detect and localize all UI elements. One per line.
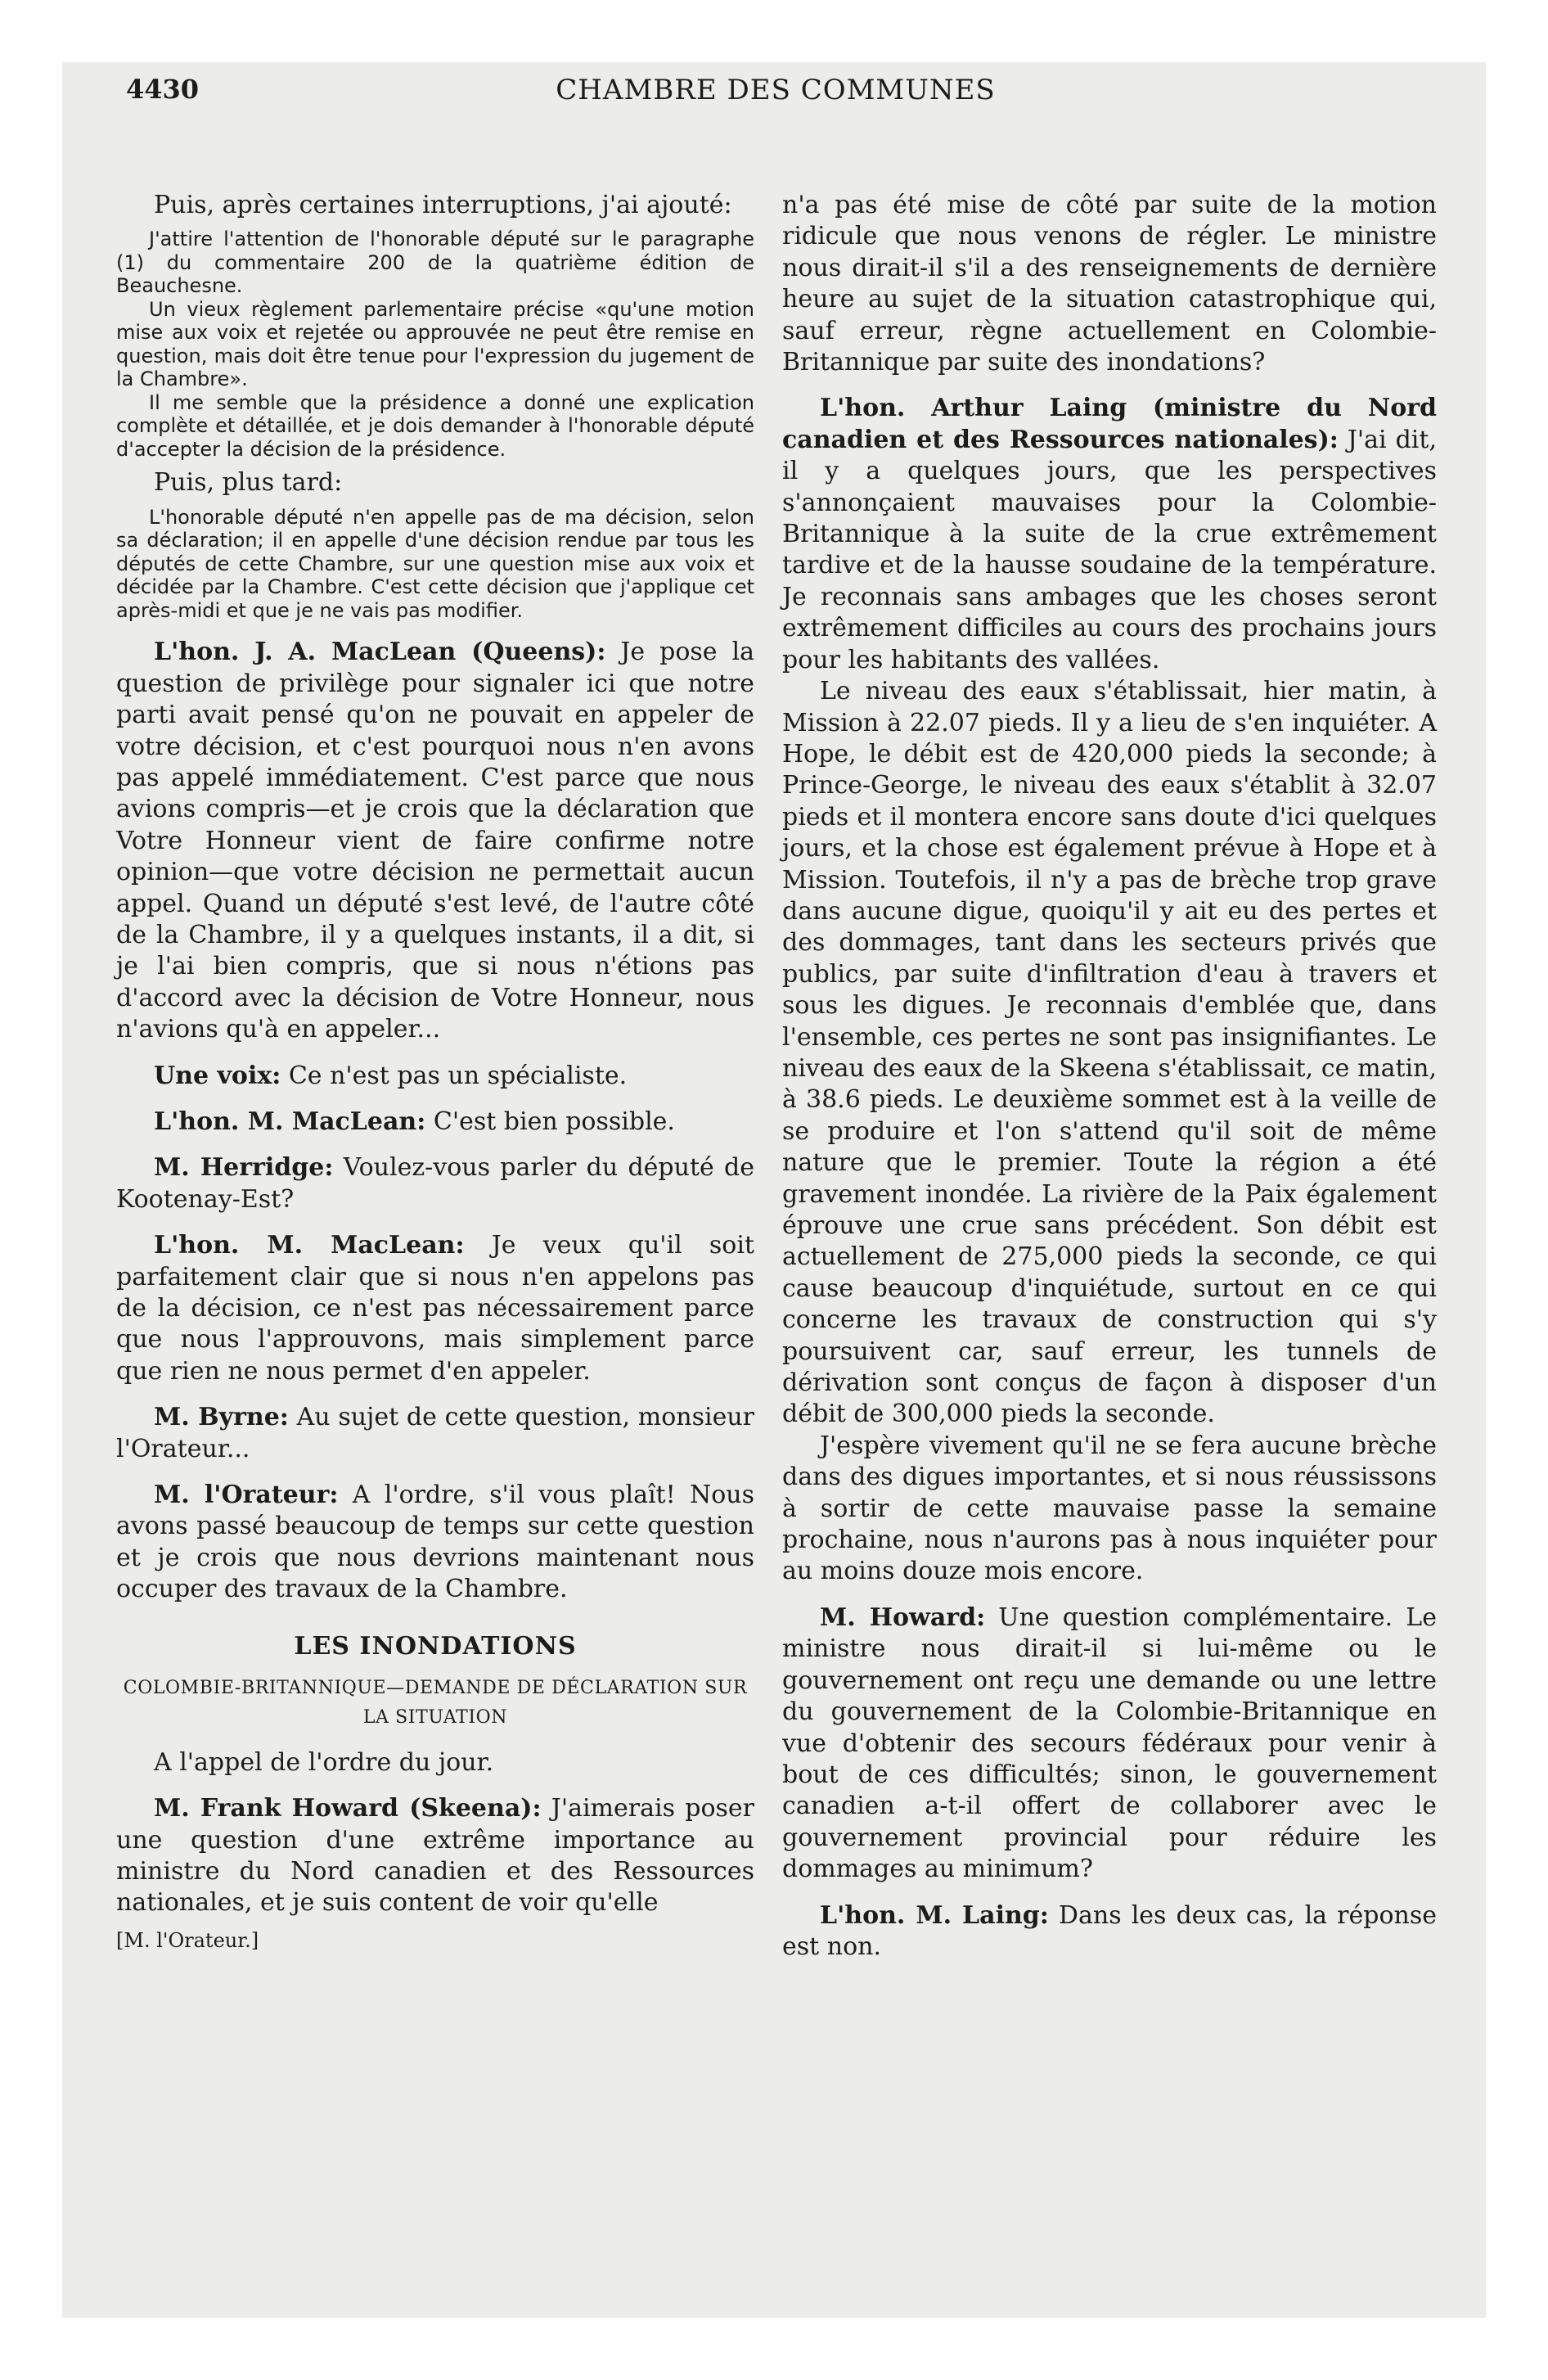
speech xyxy=(782,1900,1437,1963)
section-subheading: COLOMBIE-BRITANNIQUE—DEMANDE DE DÉCLARATION SUR LA SITUATION xyxy=(123,1677,748,1728)
speech xyxy=(116,1061,754,1092)
speech-text: J'aimerais poser une question d'une extrême importance au ministre du Nord canadien et des Ressources nationales, et je suis content de voir qu'elle xyxy=(116,1794,754,1918)
paragraph: Le niveau des eaux s'établissait, hier matin, à Mission à 22.07 pieds. Il y a lieu de s'en inquiéter. A Hope, le débit est de 420,000 pieds la seconde; à Prince-George, le niveau des eaux s'établit à 32.07 pieds et il montera encore sans doute d'ici quelques jours, et la chose est également prévue à Hope et à Mission. Toutefois, il n'y a pas de brèche trop grave dans aucune digue, quoiqu'il y ait eu des pertes et des dommages, tant dans les secteurs privés que publics, par suite d'infiltration d'eau à travers et sous les digues. Je reconnais d'emblée que, dans l'ensemble, ces pertes ne sont pas insignifiantes. Le niveau des eaux de la Skeena s'établissait, ce matin, à 38.6 pieds. Le deuxième sommet est à la veille de se produire et l'on s'attend qu'il soit de même nature que le premier. Toute la région a été gravement inondée. La rivière de la Paix également éprouve une crue sans précédent. Son débit est actuellement de 275,000 pieds la seconde, ce qui cause beaucoup d'inquiétude, surtout en ce qui concerne les travaux de construction qui s'y poursuivent car, sauf erreur, les tunnels de dérivation sont conçus de façon à disposer d'un débit de 300,000 pieds la seconde. xyxy=(782,677,1437,1429)
speaker-name: M. l'Orateur: xyxy=(154,1481,339,1510)
speaker-name: M. Frank Howard (Skeena): xyxy=(154,1794,542,1823)
speech-text: Au sujet de cette question, monsieur l'Orateur... xyxy=(116,1403,754,1463)
quote-paragraph: L'honorable député n'en appelle pas de ma décision, selon sa déclaration; il en appelle d'une décision rendue par tous les députés de cette Chambre, sur une question mise aux voix et décidée par la Chambre. C'est cette décision que j'applique cet après-midi et que je ne vais pas modifier. xyxy=(116,505,754,622)
quote-paragraph: Il me semble que la présidence a donné une explication complète et détaillée, et je dois demander à l'honorable député d'accepter la décision de la présidence. xyxy=(116,390,754,461)
quote-paragraph: J'attire l'attention de l'honorable député sur le paragraphe (1) du commentaire 200 de la quatrième édition de Beauchesne. xyxy=(116,228,754,298)
speaker-name: L'hon. J. A. MacLean (Queens): xyxy=(154,638,606,667)
left-column xyxy=(116,190,754,1952)
speech xyxy=(116,637,754,1045)
footer-note: [M. l'Orateur.] xyxy=(116,1928,259,1952)
paragraph: n'a pas été mise de côté par suite de la motion ridicule que nous venons de régler. Le ministre nous dirait-il s'il a des renseignements de dernière heure au sujet de la situation catastrophique qui, sauf erreur, règne actuellement en Colombie-Britannique par suite des inondations? xyxy=(782,191,1437,377)
speech xyxy=(116,1793,754,1919)
speech xyxy=(782,1602,1437,1886)
speaker-name: L'hon. Arthur Laing (ministre du Nord canadien et des Ressources nationales): xyxy=(782,394,1437,454)
speaker-name: Une voix: xyxy=(154,1061,281,1090)
speech-text: Une question complémentaire. Le ministre nous dirait-il si lui-même ou le gouvernement ont reçu une demande ou une lettre du gouvernement de la Colombie-Britannique en vue d'obtenir des secours fédéraux pour venir à bout de ces difficultés; sinon, le gouvernement canadien a-t-il offert de collaborer avec le gouvernement provincial pour réduire les dommages au minimum? xyxy=(782,1602,1437,1884)
speech xyxy=(116,1230,754,1387)
speaker-name: L'hon. M. MacLean: xyxy=(154,1107,426,1136)
speech-text: Je veux qu'il soit parfaitement clair que si nous n'en appelons pas de la décision, ce n'est pas nécessairement parce que nous l'approuvons, mais simplement parce que rien ne nous permet d'en appeler. xyxy=(116,1231,754,1386)
speaker-name: M. Byrne: xyxy=(154,1403,289,1432)
speech-text: Voulez-vous parler du député de Kootenay-Est? xyxy=(116,1153,755,1214)
speech xyxy=(116,1480,754,1606)
speech-text: Ce n'est pas un spécialiste. xyxy=(281,1061,628,1090)
speaker-name: M. Howard: xyxy=(820,1602,986,1632)
speech xyxy=(782,393,1437,676)
paragraph: J'espère vivement qu'il ne se fera aucune brèche dans des digues importantes, et si nous réussissons à sortir de cette mauvaise passe la semaine prochaine, nous n'aurons pas à nous inquiéter pour au moins douze mois encore. xyxy=(782,1431,1437,1586)
right-column xyxy=(782,190,1437,1963)
section-heading: LES INONDATIONS xyxy=(294,1631,577,1661)
running-title: CHAMBRE DES COMMUNES xyxy=(556,74,996,106)
speech xyxy=(116,1152,754,1215)
speech-text: Je pose la question de privilège pour signaler ici que notre parti avait pensé qu'on ne pouvait en appeler de votre décision, et c'est pourquoi nous n'en avons pas appelé immédiatement. C'est parce que nous avions compris—et je crois que la déclaration que Votre Honneur vient de faire confirme notre opinion—que votre décision ne permettait aucun appel. Quand un député s'est levé, de l'autre côté de la Chambre, il y a quelques instants, il a dit, si je l'ai bien compris, que si nous n'étions pas d'accord avec la décision de Votre Honneur, nous n'avions qu'à en appeler... xyxy=(116,638,754,1044)
speech xyxy=(116,1107,754,1138)
speaker-name: L'hon. M. Laing: xyxy=(820,1900,1049,1930)
quote-paragraph: Un vieux règlement parlementaire précise «qu'une motion mise aux voix et rejetée ou approuvée ne peut être remise en question, mais doit être tenue pour l'expression du jugement de la Chambre». xyxy=(116,297,754,391)
paragraph: Puis, plus tard: xyxy=(154,468,343,498)
speaker-name: L'hon. M. MacLean: xyxy=(154,1231,465,1260)
speech-text: A l'ordre, s'il vous plaît! Nous avons passé beaucoup de temps sur cette question et je crois que nous devrions maintenant nous occuper des travaux de la Chambre. xyxy=(116,1481,754,1604)
speech xyxy=(116,1402,754,1465)
speaker-name: M. Herridge: xyxy=(154,1153,334,1183)
page-number: 4430 xyxy=(126,74,200,105)
paragraph: Puis, après certaines interruptions, j'ai ajouté: xyxy=(154,191,732,219)
paragraph: A l'appel de l'ordre du jour. xyxy=(154,1747,494,1777)
speech-text: J'ai dit, il y a quelques jours, que les perspectives s'annonçaient mauvaises pour la Colombie-Britannique à la suite de la crue extrêmement tardive et de la hausse soudaine de la température. Je reconnais sans ambages que les choses seront extrêmement difficiles au cours des prochains jours pour les habitants des vallées. xyxy=(782,425,1437,674)
speech-text: C'est bien possible. xyxy=(425,1107,675,1136)
speech-text: Dans les deux cas, la réponse est non. xyxy=(782,1900,1437,1961)
page-header xyxy=(64,74,1487,123)
